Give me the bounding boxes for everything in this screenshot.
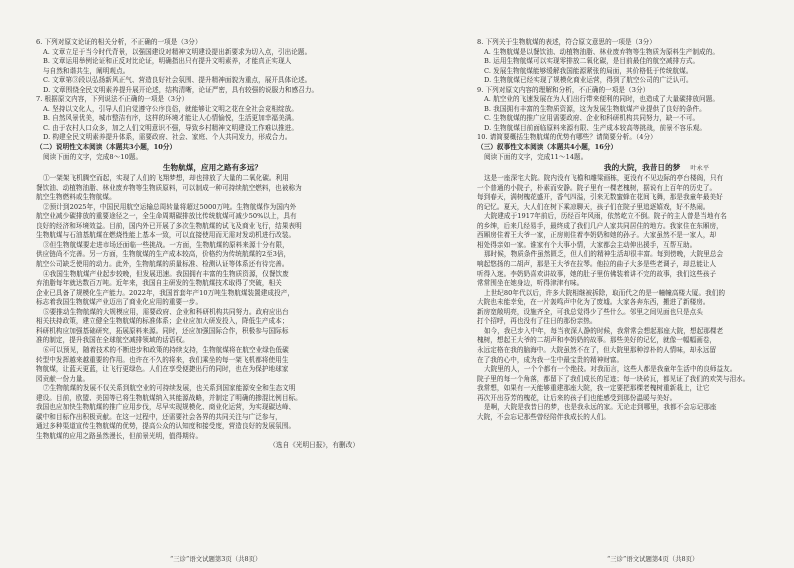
text-line — [36, 212, 389, 222]
text-line — [36, 48, 389, 58]
text-line-content: ②预计到2025年，中国民用航空运输总周转量将超过5000万吨。生物航煤作为国内外 — [43, 202, 297, 211]
text-line-content: 8. 下列关于生物航煤的表述，符合原文意思的一项是（3分） — [477, 38, 656, 46]
text-line — [36, 133, 389, 143]
text-line — [477, 413, 776, 423]
text-line-content: ⑦生物航煤的发展不仅关系到航空业的可持续发展，也关系到国家能源安全和生态文明 — [43, 384, 296, 393]
text-line — [36, 114, 389, 124]
text-line — [36, 95, 389, 105]
text-line-content: 科研机构应加强基础研究，拓展原料来源。同时，还应加强国际合作，积极参与国际标 — [36, 326, 289, 335]
text-line — [36, 384, 389, 394]
text-line — [36, 57, 389, 67]
text-line — [477, 38, 776, 48]
text-line — [477, 260, 776, 270]
text-line — [477, 241, 776, 251]
text-line — [477, 289, 776, 299]
right-page — [397, 0, 794, 568]
text-line — [36, 346, 389, 356]
right-page-footer: “三诊”语文试题第4页（共8页） — [607, 555, 699, 563]
text-line-content: 相处得亲如一家。谁家有个大事小情，大家都会主动伸出援手，互帮互助。 — [477, 240, 697, 249]
text-line — [477, 212, 776, 222]
text-line — [477, 231, 776, 241]
text-line — [477, 48, 776, 58]
text-line — [477, 105, 776, 115]
text-line — [36, 38, 389, 48]
text-line-content: C. 发展生物航煤能够缓解我国能源紧张的局面，其价格低于传统航煤。 — [484, 66, 693, 75]
text-line — [477, 336, 776, 346]
text-line — [477, 67, 776, 77]
text-line — [36, 298, 389, 308]
text-line-content: 良好的经济和环境效益。目前，国内外已开展了多次生物航煤的试飞及商业飞行，结果表明 — [36, 221, 302, 230]
text-line — [36, 365, 389, 375]
text-line-content: 阅读下面的文字，完成8～10题。 — [43, 152, 143, 161]
text-line — [36, 375, 389, 385]
text-line-content: 7. 根据原文内容，下列说法不正确的一项是（3分） — [36, 95, 189, 104]
text-line-content: 我的大院，我昔日的梦 — [603, 163, 681, 173]
text-line — [36, 222, 389, 232]
text-line — [36, 153, 389, 163]
text-line-content: 再次开出芬芳的槐花，让后来的孩子们也能感受到那份温暖与美好。 — [477, 393, 677, 402]
text-line-content: 供应链尚不完善。另一方面，生物航煤的生产成本较高，价格约为传统航煤的2至3倍， — [36, 250, 291, 259]
text-line-content: ④我国生物航煤产业起步较晚，但发展迅速。我国拥有丰富的生物质资源，仅餐饮废 — [43, 269, 289, 278]
text-line-content: 大院里的人，一个个都有一个绝技。对我而言，这些人都是我童年生活中的良师益友。 — [484, 365, 737, 374]
text-line-content: 转型中发挥越来越重要的作用。也许在不久的将来，我们乘坐的每一架飞机都将使用生 — [36, 355, 289, 364]
text-line — [477, 250, 776, 260]
text-line — [477, 124, 776, 134]
text-line-content: （选自《光明日报》，有删改） — [269, 441, 359, 450]
text-line — [36, 67, 389, 77]
text-line — [36, 336, 389, 346]
text-line — [477, 76, 776, 86]
text-line-content: D. 生物航煤已经实现了规模化商业运营，得到了航空公司的广泛认可。 — [484, 76, 693, 85]
text-line — [477, 95, 776, 105]
text-line-content: D. 生物航煤目前面临原料来源有限、生产成本较高等挑战，前景不容乐观。 — [484, 123, 706, 132]
text-line-content: 航空生物燃料或生物航煤。 — [36, 193, 116, 202]
text-line-content: 响起悠扬的二胡声，那是王大爷在拉琴。他拉的曲子大多是些老调子，却总能让人 — [477, 260, 717, 269]
text-line-content: 打个招呼，再也没有了往日的那份亲热。 — [477, 317, 597, 326]
text-line — [36, 174, 389, 184]
text-line — [36, 105, 389, 115]
text-line-content: 通过多种渠道宣传生物航煤的优势，提高公众的认知度和接受度，营造良好的发展氛围。 — [36, 422, 296, 431]
text-line — [36, 86, 389, 96]
right-page-body — [477, 38, 776, 422]
text-line-content: 的记忆。夏天，大人们在树下乘凉聊天，孩子们在院子里追逐嬉戏，好不热闹。 — [477, 202, 710, 211]
text-line-content: （三）叙事性文本阅读（本题共4小题，16分） — [477, 143, 618, 152]
text-line — [477, 143, 776, 153]
text-line — [36, 250, 389, 260]
text-line — [36, 143, 389, 153]
text-line-content: A. 文章立足于当今时代背景，以强国建设对精神文明建设提出新要求为切入点，引出论题。 — [43, 47, 312, 56]
text-line-content: 碳中和目标作出积极贡献。在这一过程中，还需要社会各界的共同关注与广泛参与， — [36, 412, 282, 421]
text-line-content: 建设。目前，欧盟、美国等已将生物航煤纳入其能源战略，并制定了明确的掺混比例目标。 — [36, 393, 302, 402]
text-line — [477, 222, 776, 232]
text-line-content: 西厢房住着王大爷一家，正房则住着李奶奶和她的孙子。大家虽然不是一家人，却 — [477, 231, 717, 240]
text-line-content: 听得入迷。李奶奶喜欢讲故事，她的肚子里仿佛装着讲不完的故事，我们这些孩子 — [477, 269, 717, 278]
text-line-content: 航空业减少碳排放的重要途径之一，全生命周期碳排放比传统航煤可减少50%以上，具有 — [36, 212, 297, 221]
author-name: 叶永平 — [690, 165, 710, 173]
text-line — [477, 317, 776, 327]
text-line — [36, 203, 389, 213]
text-line-content: 物航煤，让蓝天更蓝，让飞行更绿色。人们在享受便捷出行的同时，也在为保护地球家 — [36, 365, 289, 374]
text-line-content: B. 自然风景优美，城市整洁有序，这样的环境才能让人心情愉悦，生活更加幸福美满。 — [43, 114, 299, 123]
text-line — [477, 193, 776, 203]
text-line — [36, 308, 389, 318]
text-line-content: 的乡绅，后来几经易手，最终成了我们几户人家共同居住的地方。我家住在东厢房， — [477, 221, 723, 230]
text-line — [36, 327, 389, 337]
text-line-content: 企业已具备了规模化生产能力。2022年，我国首套年产10万吨生物航煤装置建成投产， — [36, 288, 294, 297]
text-line-content: 与自然和谐共生，阐明观点。 — [43, 66, 130, 75]
text-line-content: 院子里的每一个角落，都留下了我们成长的足迹；每一块砖瓦，都见证了我们的欢笑与泪水。 — [477, 374, 750, 383]
text-line-content: 常常围坐在她身边，听得津津有味。 — [477, 279, 584, 288]
text-line — [477, 308, 776, 318]
text-line — [477, 327, 776, 337]
text-line — [36, 432, 389, 442]
text-line-content: 航空公司缺乏使用的动力。此外，生物航煤的质量标准、检测认证等体系还有待完善。 — [36, 260, 289, 269]
text-line — [477, 57, 776, 67]
text-line-content: B. 文章运用举例论证和正反对比论证，明确指出只有提升文明素养，才能真正实现人 — [43, 57, 292, 66]
text-line-content: 标志着我国生物航煤产业迈出了商业化应用的重要一步。 — [36, 298, 203, 307]
text-line-content: 相关扶持政策，建立健全生物航煤的标准体系；企业应加大研发投入，降低生产成本； — [36, 317, 289, 326]
text-line — [477, 86, 776, 96]
text-line-content: A. 坚持以文化人，引导人们自觉遵守公序良俗，就能够让文明之花在全社会竞相绽放。 — [43, 104, 298, 113]
text-line-content: B. 运用生物航煤可以实现零排放二氧化碳，是目前最佳的航空减排方式。 — [484, 57, 700, 66]
text-line — [477, 403, 776, 413]
text-line-content: 每到春天，满树槐花盛开，香气四溢，引来无数蜜蜂在花间飞舞，那是我童年最美好 — [477, 193, 723, 202]
text-line — [477, 270, 776, 280]
text-line — [36, 289, 389, 299]
text-line — [477, 114, 776, 124]
text-line-content: A. 生物航煤是以餐饮油、动植物油脂、林业废弃物等生物质为原料生产制成的。 — [484, 47, 719, 56]
text-line — [477, 184, 776, 194]
text-line-content: 生物航煤的应用之路虽然漫长，但前景光明，值得期待。 — [36, 431, 203, 440]
text-line — [477, 394, 776, 404]
text-line-content: （二）说明性文本阅读（本题共3小题，10分） — [36, 143, 177, 152]
text-line-content: 6. 下列对原文论证的相关分析，不正确的一项是（3分） — [36, 38, 202, 46]
text-line — [36, 413, 389, 423]
text-line-content: 上世纪80年代以后，许多大院相继被拆除，取而代之的是一幢幢高楼大厦。我们的 — [484, 288, 726, 297]
text-line-content: 新房宽敞明亮，设施齐全，可我总觉得少了些什么。邻里之间见面也只是点头 — [477, 307, 703, 316]
text-line — [36, 162, 389, 174]
text-line-content: 生物航煤，应用之路有多远？ — [162, 163, 263, 173]
text-line-content: 这是一座深宅大院。院内没有飞檐和雕梁画栋，更没有不见边际的亭台楼阁，只有 — [484, 174, 724, 183]
text-line-content: C. 生物航煤的推广应用需要政府、企业和科研机构共同努力，缺一不可。 — [484, 114, 700, 123]
text-line — [36, 279, 389, 289]
text-line — [36, 422, 389, 432]
text-line — [477, 203, 776, 213]
text-line — [36, 317, 389, 327]
text-line — [36, 184, 389, 194]
text-line — [36, 403, 389, 413]
text-line — [36, 193, 389, 203]
text-line-content: 一个普通的小院子，朴素而安静。院子里有一棵老槐树，据说有上百年的历史了。 — [477, 183, 717, 192]
text-line — [477, 153, 776, 163]
left-page-footer: “三诊”语文试题第3页（共8页） — [170, 555, 262, 563]
text-line-content: ⑥可以预见，随着技术的不断进步和政策的持续支持，生物航煤将在航空业绿色低碳 — [43, 345, 289, 354]
text-line — [477, 174, 776, 184]
text-line-content: 永远定格在我的脑海中。大院虽然不在了，但大院里那种淳朴的人情味，却永远留 — [477, 345, 717, 354]
text-line-content: 餐饮油、动植物油脂、林业废弃物等生物质原料，可以制成一种可持续航空燃料，也被称为 — [36, 183, 302, 192]
text-line-content: ⑤要推动生物航煤的大规模应用，需要政府、企业和科研机构共同努力。政府应出台 — [43, 307, 289, 316]
text-line-content: 10. 请简要概括生物航煤的优势有哪些？请简要分析。（4分） — [477, 133, 657, 142]
text-line — [477, 279, 776, 289]
text-line — [477, 365, 776, 375]
left-page-body — [36, 38, 389, 451]
text-line — [477, 384, 776, 394]
text-line-content: 准的制定，提升我国在全球航空减排领域的话语权。 — [36, 336, 189, 345]
text-line — [36, 231, 389, 241]
text-line — [36, 394, 389, 404]
text-line-content: 弃油脂每年就达数百万吨。近年来，我国自主研发的生物航煤技术取得了突破，相关 — [36, 279, 282, 288]
text-line — [477, 162, 776, 174]
text-line-content: C. 由于农村人口众多，加之人们文明意识不强，导致乡村精神文明建设工作难以推进。 — [43, 123, 298, 132]
text-line — [36, 270, 389, 280]
text-line — [477, 346, 776, 356]
text-line-content: D. 构建全民文明素养提升体系，需要政府、社会、家庭、个人共同发力，形成合力。 — [43, 133, 292, 142]
text-line-content: A. 航空业的飞速发展在为人们出行带来便利的同时，也造成了大量碳排放问题。 — [484, 95, 719, 104]
text-line — [477, 298, 776, 308]
text-line-content: 大院建成于1917年前后，历经百年风雨，依然屹立不倒。院子的主人曾是当地有名 — [484, 212, 727, 221]
text-line-content: 在了我的心中，成为我一生中最宝贵的精神财富。 — [477, 355, 624, 364]
text-line — [36, 260, 389, 270]
text-line-content: ③但生物航煤要走进市场还面临一些挑战。一方面，生物航煤的原料来源十分有限， — [43, 240, 289, 249]
text-line — [36, 441, 389, 451]
text-line-content: 大院，不会忘记那些曾经陪伴我成长的人们。 — [477, 412, 610, 421]
text-line — [36, 76, 389, 86]
text-line-content: ①一架架飞机腾空而起，实现了人们的飞翔梦想，却也排放了大量的二氧化碳。利用 — [43, 174, 289, 183]
text-line — [477, 356, 776, 366]
text-line-content: 9. 下列对原文内容的理解和分析，不正确的一项是（3分） — [477, 85, 650, 94]
text-line-content: 生物航煤与石油基航煤在燃烧性能上基本一致，可以直接使用而无需对发动机进行改装。 — [36, 231, 296, 240]
text-line-content: 阅读下面的文字，完成11～14题。 — [484, 152, 588, 161]
text-line — [36, 124, 389, 134]
text-line-content: 大院也未能幸免，在一片轰鸣声中化为了废墟。大家各奔东西，搬进了新楼房。 — [477, 298, 710, 307]
text-line-content: B. 我国拥有丰富的生物质资源，这为发展生物航煤产业提供了良好的条件。 — [484, 104, 706, 113]
text-line — [477, 375, 776, 385]
text-line-content: D. 文章围绕全民文明素养提升展开论述，结构清晰，论证严密，具有较强的说服力和感召力。 — [43, 85, 319, 94]
text-line-content: 园贡献一份力量。 — [36, 374, 90, 383]
text-line — [477, 133, 776, 143]
text-line-content: 如今，我已步入中年，每当夜深人静的时候，我常常会想起那座大院，想起那棵老 — [484, 326, 724, 335]
text-line — [36, 241, 389, 251]
text-line-content: 那时候，物质条件虽然匮乏，但人们的精神生活却很丰富。每到傍晚，大院里总会 — [484, 250, 724, 259]
text-line-content: 槐树，想起王大爷的二胡声和李奶奶的故事。那些美好的记忆，就像一幅幅画卷， — [477, 336, 717, 345]
text-line — [36, 356, 389, 366]
text-line-content: C. 文章第③段以弘扬新风正气、营造良好社会氛围、提升精神面貌为重点，展开具体论述。 — [43, 76, 312, 85]
text-line-content: 我常想，如果有一天能够重建那座大院，我一定要把那棵老槐树重新栽上，让它 — [477, 384, 710, 393]
text-line-content: 我国也应加快生物航煤的推广应用步伐，尽早实现规模化、商业化运营，为实现碳达峰、 — [36, 403, 296, 412]
text-line-content: 是啊，大院是我昔日的梦，也是我永远的家。无论走到哪里，我都不会忘记那座 — [484, 403, 717, 412]
